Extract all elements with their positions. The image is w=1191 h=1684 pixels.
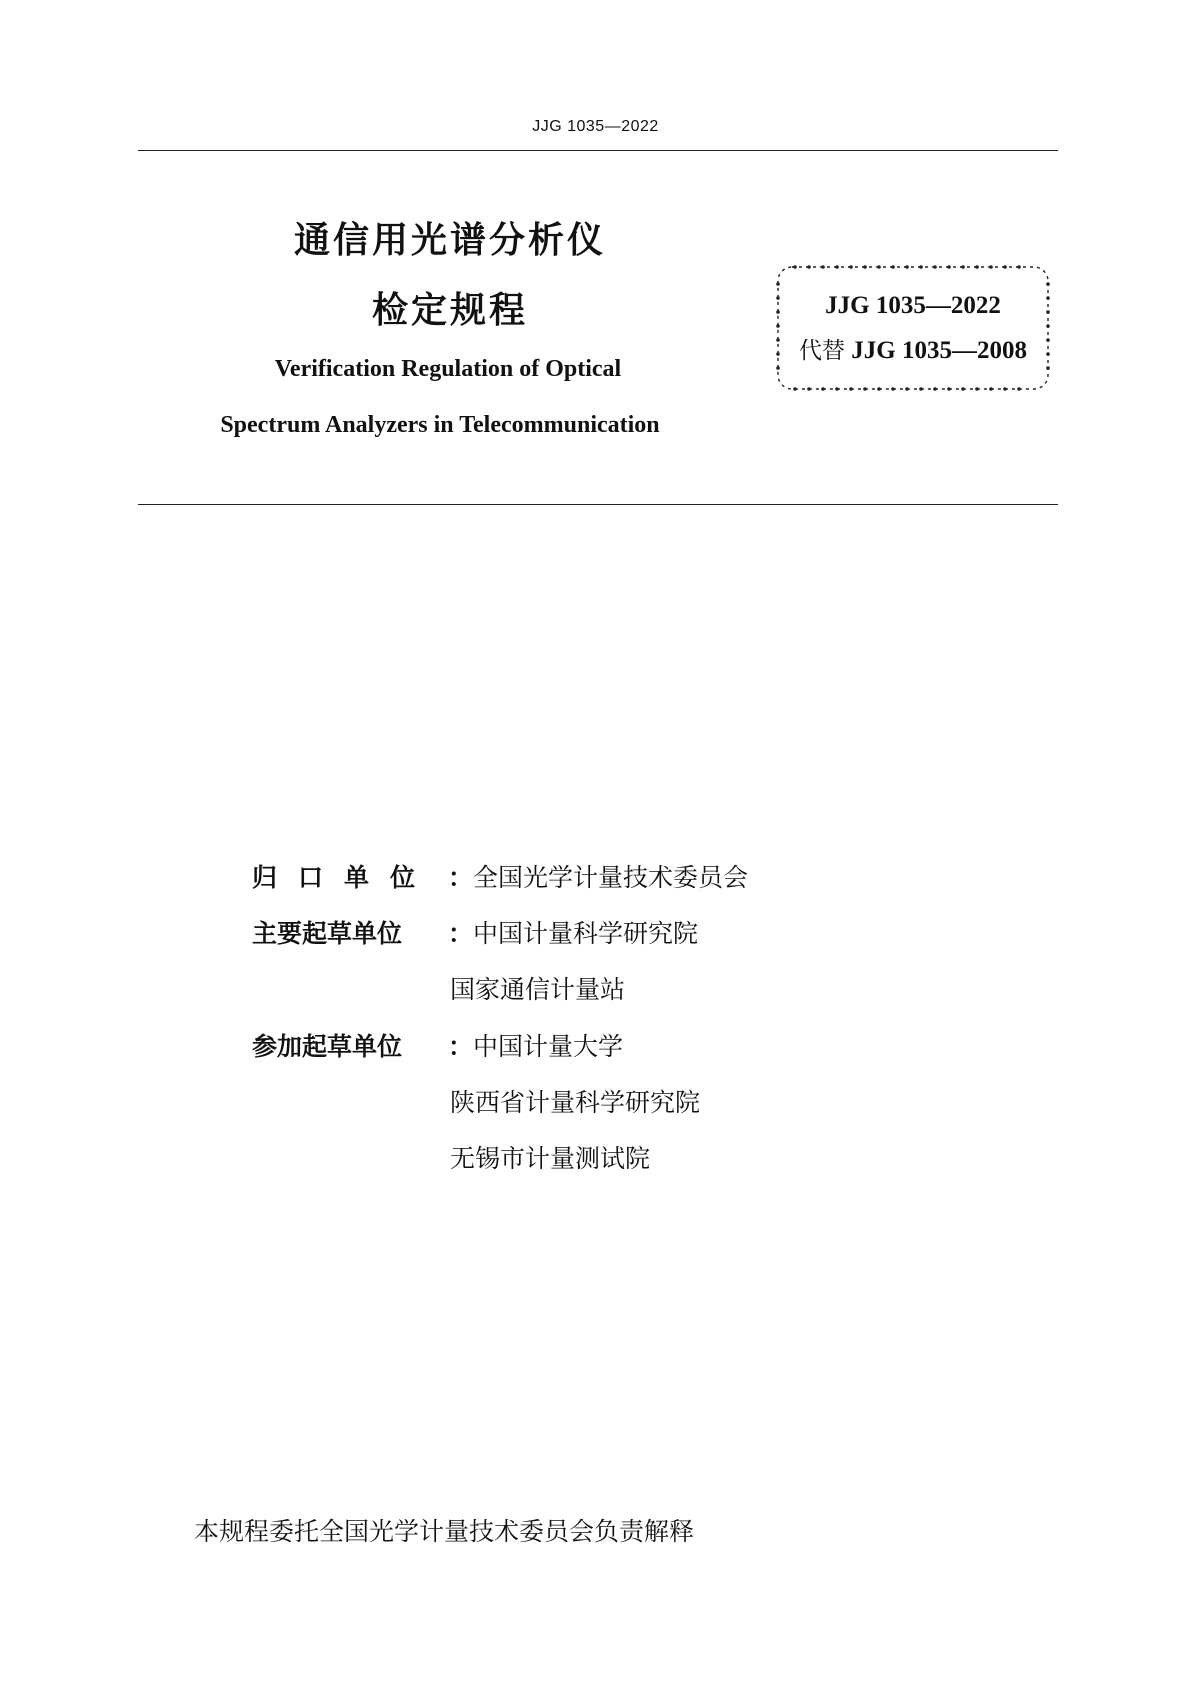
replaces-line	[775, 332, 1051, 365]
org-value-participating-2: 陕西省计量科学研究院	[450, 1088, 701, 1117]
org-value-participating-3: 无锡市计量测试院	[450, 1144, 651, 1173]
org-value-main-1: 中国计量科学研究院	[473, 919, 699, 948]
header-rule	[138, 150, 1058, 151]
replaces-prefix: 代替	[799, 338, 846, 364]
org-label-participating: 参加起草单位	[252, 1032, 403, 1061]
interpretation-note: 本规程委托全国光学计量技术委员会负责解释	[194, 1517, 695, 1546]
org-label-main: 主要起草单位	[252, 919, 403, 948]
replaces-code: JJG 1035—2008	[851, 337, 1027, 364]
org-value-participating-1: 中国计量大学	[473, 1032, 624, 1061]
running-header-code: JJG 1035—2022	[532, 118, 659, 135]
org-row-main	[252, 914, 698, 954]
org-label-responsible: 归口单位	[252, 863, 437, 892]
title-zh-line2: 检定规程	[371, 290, 528, 331]
decorative-border-icon	[775, 264, 1051, 392]
org-colon: ：	[448, 1032, 474, 1061]
standard-code-box	[775, 264, 1051, 392]
org-colon: ：	[448, 919, 474, 948]
org-colon: ：	[448, 863, 474, 892]
title-bottom-rule	[138, 504, 1058, 505]
org-row-participating-3	[450, 1139, 650, 1179]
org-value-main-2: 国家通信计量站	[450, 975, 626, 1004]
org-value-responsible: 全国光学计量技术委员会	[473, 863, 749, 892]
standard-code: JJG 1035—2022	[825, 292, 1001, 319]
title-zh-line1: 通信用光谱分析仪	[293, 220, 606, 261]
org-row-responsible	[252, 858, 748, 898]
title-en-line1: Verification Regulation of Optical	[274, 356, 622, 382]
org-row-participating-2	[450, 1083, 700, 1123]
title-en-line2: Spectrum Analyzers in Telecommunication	[220, 412, 660, 438]
org-row-participating	[252, 1027, 623, 1067]
org-row-main-2	[450, 970, 625, 1010]
